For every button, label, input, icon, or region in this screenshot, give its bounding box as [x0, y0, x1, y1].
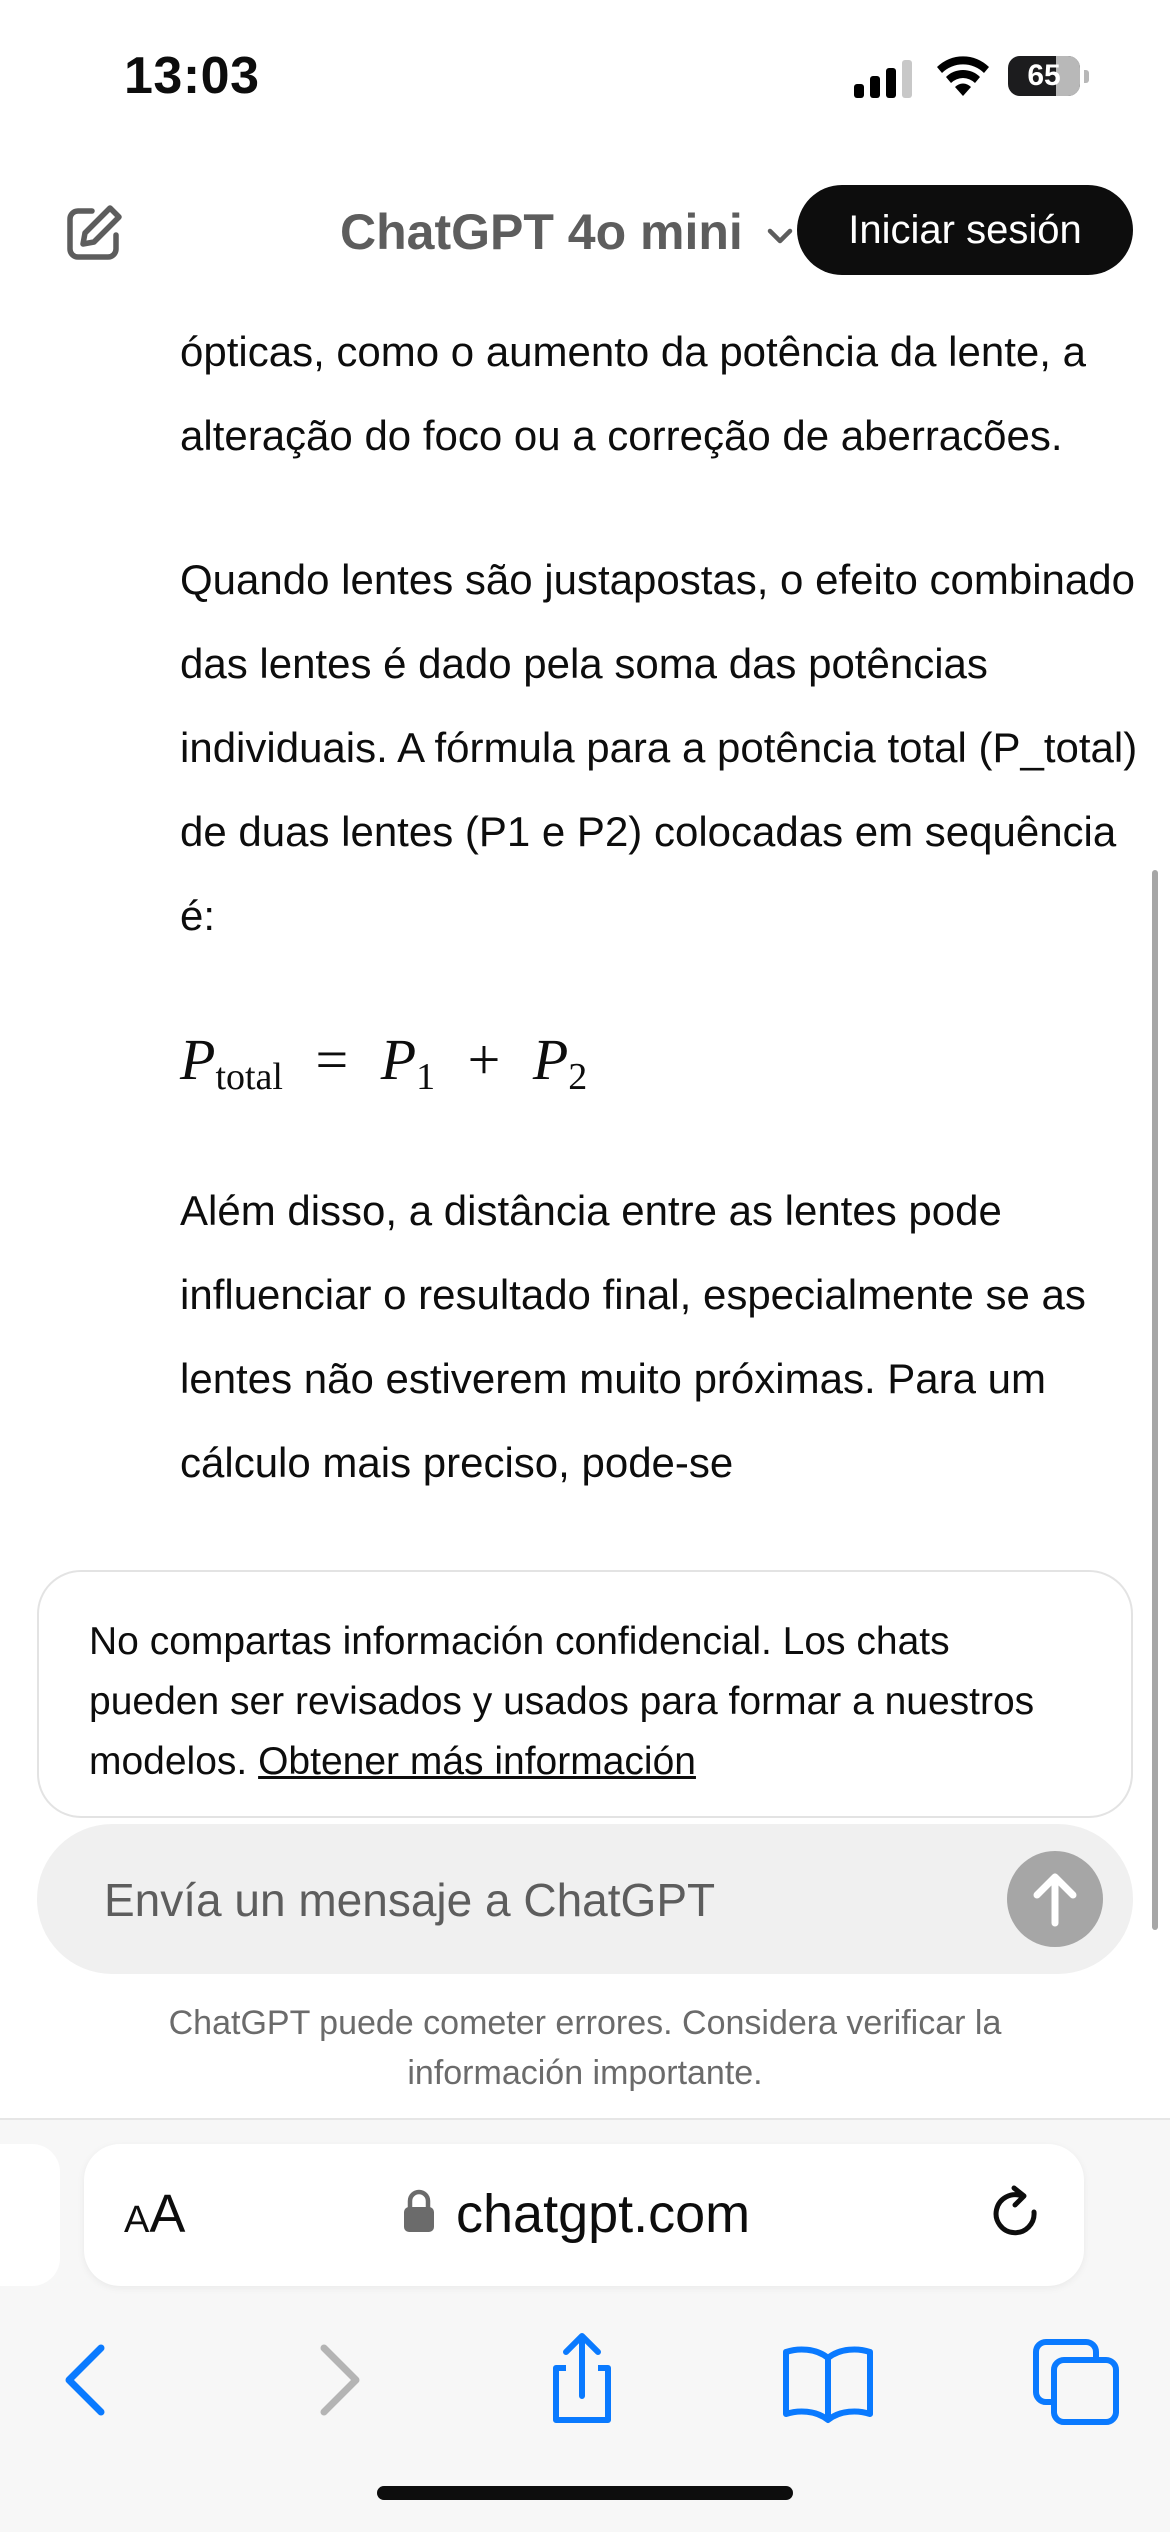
chat-header: [0, 175, 1170, 285]
address-bar[interactable]: [84, 2144, 1084, 2286]
formula-operator: =: [315, 1027, 349, 1092]
message-input[interactable]: [102, 1854, 986, 1946]
chevron-right-icon[interactable]: [280, 2320, 400, 2440]
tabs-icon[interactable]: [1016, 2320, 1136, 2440]
lock-icon: [402, 2188, 436, 2234]
formula-operator: +: [467, 1027, 501, 1092]
browser-toolbar: [0, 2120, 1170, 2532]
edit-square-icon[interactable]: [62, 201, 126, 265]
share-icon[interactable]: [522, 2320, 642, 2440]
assistant-message: [180, 310, 1140, 1565]
math-formula: [180, 1018, 1140, 1109]
wifi-icon: [936, 54, 990, 98]
formula-subscript: 1: [416, 1056, 436, 1098]
chevron-down-icon: [763, 219, 797, 253]
message-paragraph: Além disso, a distância entre as lentes pode influenciar o resultado final, especialmente se as lentes não estiverem muito próximas. Para um cálculo mais preciso, pode-se: [180, 1187, 1086, 1486]
home-indicator: [377, 2486, 793, 2500]
book-icon[interactable]: [768, 2320, 888, 2440]
cellular-signal-icon: [854, 58, 914, 98]
status-bar: [0, 0, 1170, 150]
reload-icon[interactable]: [984, 2182, 1048, 2246]
message-composer: [37, 1824, 1133, 1974]
status-time: 13:03: [124, 47, 260, 105]
formula-subscript: total: [215, 1056, 283, 1098]
page-settings-button[interactable]: [124, 2184, 214, 2244]
model-selector[interactable]: [340, 203, 797, 261]
formula-subscript: 2: [568, 1056, 588, 1098]
navigation-toolbar: [0, 2320, 1170, 2440]
scrollbar[interactable]: [1152, 870, 1158, 1930]
message-paragraph: Quando lentes são justapostas, o efeito combinado das lentes é dado pela soma das potências individuais. A fórmula para a potência total (P_total) de duas lentes (P1 e P2) colocadas em sequência é:: [180, 556, 1138, 939]
privacy-notice: [37, 1570, 1133, 1818]
notice-text: No compartas información confidencial. Los chats pueden ser revisados y usados para formar a nuestros modelos.: [89, 1620, 1035, 1783]
aa-small: A: [124, 2199, 150, 2241]
formula-term: P: [180, 1027, 216, 1092]
battery-icon: [1008, 56, 1088, 98]
formula-term: P: [532, 1027, 569, 1092]
send-button[interactable]: [1007, 1851, 1103, 1947]
login-button[interactable]: Iniciar sesión: [797, 185, 1133, 275]
arrow-up-icon: [1007, 1851, 1103, 1947]
model-title: ChatGPT 4o mini: [340, 204, 743, 260]
formula-term: P: [380, 1027, 417, 1092]
battery-level: 65: [1027, 59, 1061, 92]
disclaimer-text: ChatGPT puede cometer errores. Considera verificar la información importante.: [168, 2004, 1002, 2092]
aa-large: A: [149, 2184, 186, 2244]
previous-tab-preview[interactable]: [0, 2144, 60, 2286]
chevron-left-icon[interactable]: [25, 2320, 145, 2440]
learn-more-link[interactable]: Obtener más información: [258, 1740, 696, 1783]
message-paragraph: ópticas, como o aumento da potência da lente, a alteração do foco ou a correção de aberracões.: [180, 328, 1086, 459]
url-text: chatgpt.com: [456, 2184, 751, 2244]
